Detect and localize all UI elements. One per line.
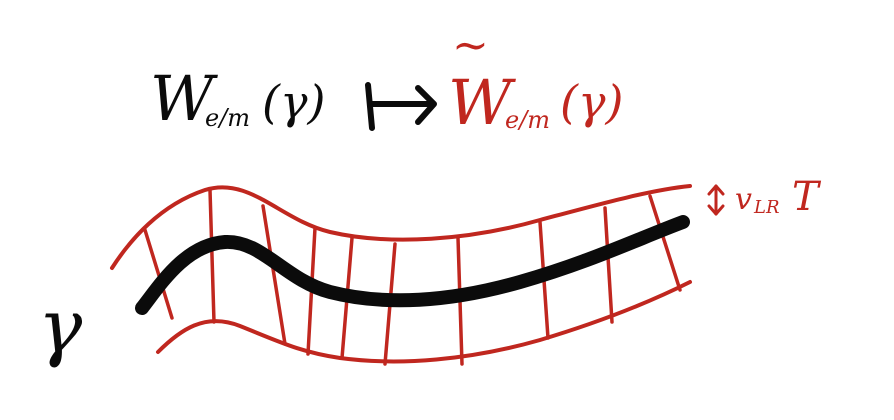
tube-fibers xyxy=(145,190,680,364)
rhs-letter: W xyxy=(448,66,512,139)
annotation-text: v xyxy=(735,182,752,217)
curve-label: γ xyxy=(38,284,83,370)
tube-fiber xyxy=(650,196,680,290)
curve-gamma xyxy=(142,222,683,308)
annotation-suffix: T xyxy=(792,174,819,220)
annotation-subscript: LR xyxy=(754,197,780,218)
rhs-argument: (γ) xyxy=(560,75,624,129)
maps-to-arrow-icon xyxy=(368,85,434,128)
tube-fiber xyxy=(210,190,214,322)
rhs-tilde: ~ xyxy=(452,20,489,71)
rhs-subscript: e/m xyxy=(505,106,551,134)
tube xyxy=(112,186,690,364)
equation xyxy=(0,0,623,139)
tube-fiber xyxy=(605,208,612,322)
lhs-letter: W xyxy=(150,62,214,135)
lhs-subscript: e/m xyxy=(205,104,251,132)
double-arrow-icon xyxy=(709,186,723,214)
tube-width-annotation xyxy=(0,0,822,220)
lhs-argument: (γ) xyxy=(262,75,326,129)
